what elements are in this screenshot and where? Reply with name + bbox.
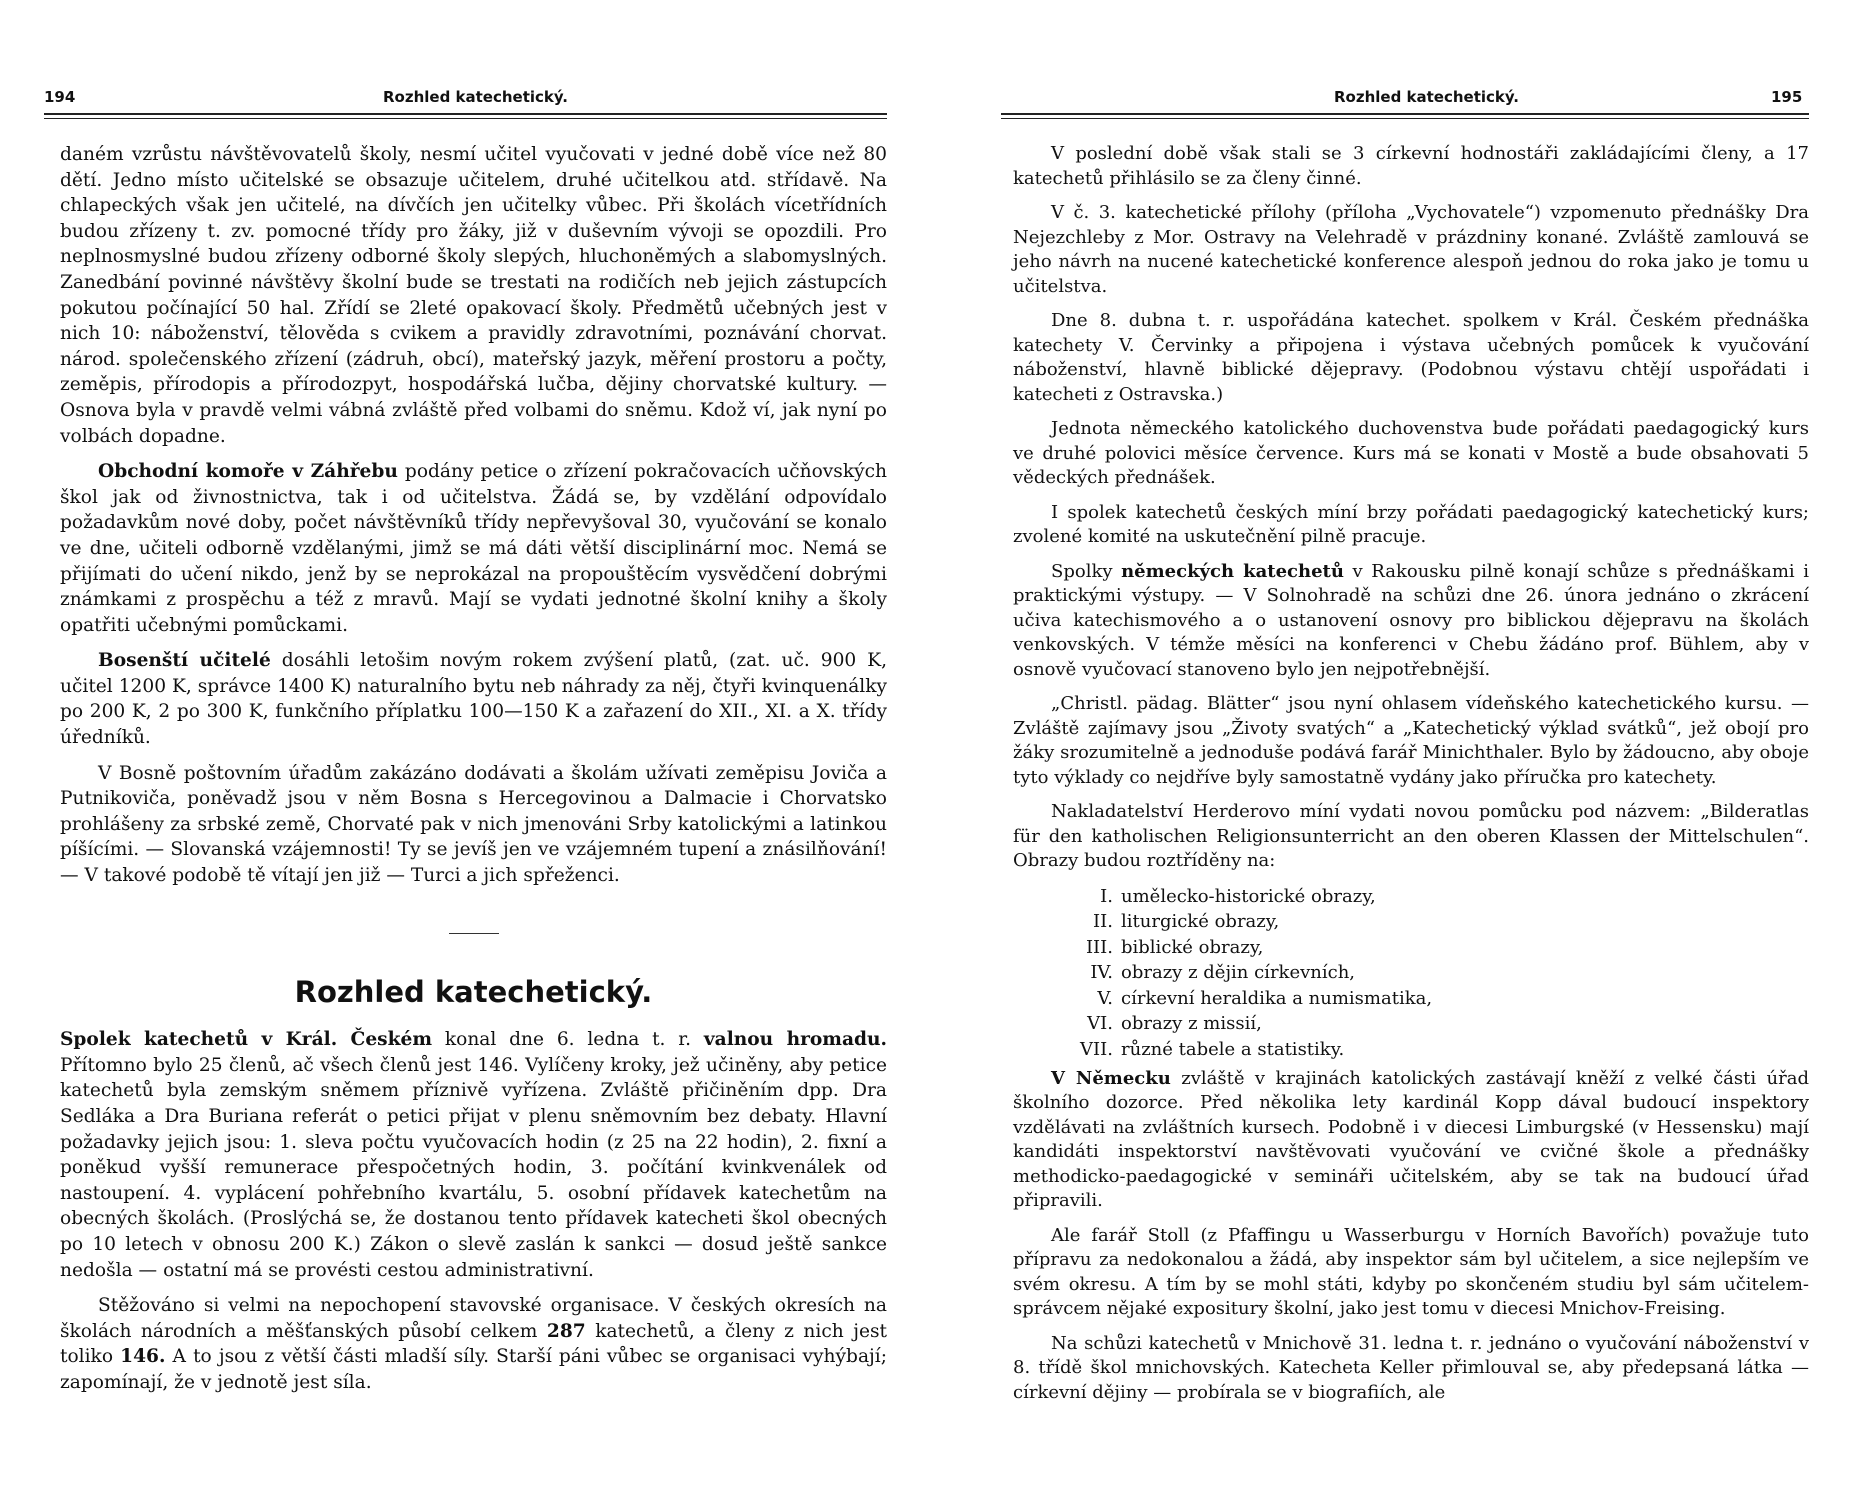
paragraph: „Christl. pädag. Blätter“ jsou nyní ohlasem vídeňského katechetického kursu. — Zvláště zajímavy jsou „Životy svatých“ a „Katechetický výklad svátků“, jež obojí pro žáky srozumitelně a jednoduše podává farář Minichthaler. Bylo by žádoucno, aby oboje tyto výklady co nejdříve byly samostatně vydány jako příručka pro katechety. bbox=[1013, 693, 1809, 788]
list-item-text: církevní heraldika a numismatika, bbox=[1121, 987, 1433, 1009]
paragraph bbox=[60, 1027, 887, 1283]
classification-list bbox=[1013, 884, 1809, 1063]
paragraph: V poslední době však stali se 3 církevní hodnostáři zakládajícími členy, a 17 katechetů přihlásilo se za členy činné. bbox=[1013, 143, 1809, 189]
paragraph: Nakladatelství Herderovo míní vydati novou pomůcku pod názvem: „Bilderatlas für den katholischen Religionsunterricht an den oberen Klassen der Mittelschulen“. Obrazy budou roztříděny na: bbox=[1013, 801, 1809, 871]
paragraph: Dne 8. dubna t. r. uspořádána katechet. spolkem v Král. Českém přednáška katechety V. Červinky a připojena i výstava učebných pomůcek k vyučování náboženství, hlavně biblické dějepravy. (Podobnou výstavu chtějí uspořádati i katecheti z Ostravska.) bbox=[1013, 310, 1809, 405]
paragraph: Ale farář Stoll (z Pfaffingu u Wasserburgu v Horních Bavořích) považuje tuto přípravu za nedokonalou a žádá, aby inspektor sám byl učitelem, a sice nejlepším ve svém okresu. A tím by se mohl státi, kdyby po skončeném studiu byl sám učitelem-správcem nějaké expositury školní, jako jest tomu v diecesi Mnichov-Freising. bbox=[1013, 1224, 1809, 1320]
list-item bbox=[1013, 884, 1809, 910]
paragraph: Na schůzi katechetů v Mnichově 31. ledna t. r. jednáno o vyučování náboženství v 8. třídě škol mnichovských. Katecheta Keller přimlouval se, aby předepsaná látka — církevní dějiny — probírala se v biografiích, ale bbox=[1013, 1332, 1809, 1403]
list-item bbox=[1013, 1037, 1809, 1063]
bold-number: 146. bbox=[120, 1346, 166, 1368]
list-item-text: různé tabele a statistiky. bbox=[1121, 1039, 1345, 1061]
list-item bbox=[1013, 986, 1809, 1012]
paragraph: Jednota německého katolického duchovenstva bude pořádati paedagogický kurs ve druhé polovici měsíce července. Kurs má se konati v Mostě a bude obsahovati 5 vědeckých přednášek. bbox=[1013, 418, 1809, 488]
page-number: 194 bbox=[44, 88, 76, 106]
bold-number: 287 bbox=[546, 1320, 586, 1342]
list-item-text: obrazy z dějin církevních, bbox=[1121, 962, 1356, 984]
list-item bbox=[1013, 935, 1809, 961]
bold-lead: Spolek katechetů v Král. Českém bbox=[60, 1029, 433, 1051]
list-item bbox=[1013, 909, 1809, 935]
paragraph: V č. 3. katechetické přílohy (příloha „Vychovatele“) vzpomenuto přednášky Dra Nejezchleby z Mor. Ostravy na Velehradě v prázdniny konané. Zvláště zamlouvá se jeho návrh na nucené katechetické konference alespoň jednou do roka jako je tomu u učitelstva. bbox=[1013, 202, 1809, 297]
list-item-number: IV. bbox=[1090, 962, 1113, 984]
list-item-text: umělecko-historické obrazy, bbox=[1121, 885, 1376, 907]
list-item-number: I. bbox=[1100, 885, 1113, 907]
paragraph: daném vzrůstu návštěvovatelů školy, nesmí učitel vyučovati v jedné době více než 80 dětí. Jedno místo učitelské se obsazuje učitelem, druhé učitelkou atd. střídavě. Na chlapeckých však jen učitelé, na dívčích jen učitelky vůbec. Při školách vícetřídních budou zřízeny t. zv. pomocné třídy pro žáky, již v duševním vývoji se opozdili. Pro neplnosmyslné budou zřízeny odborné školy slepých, hluchoněmých a slabomyslných. Zanedbání povinné návštěvy školní bude se trestati na rodičích neb jejich zástupcích pokutou počínající 50 hal. Zřídí se 2leté opakovací školy. Předmětů učebných jest v nich 10: náboženství, tělověda s cvikem a pravidly zdravotními, poznávání chorvat. národ. společenského zřízení (zádruh, obcí), mateřský jazyk, měření prostoru a počty, zeměpis, přírodopis a přírodozpyt, hospodářská lučba, dějiny chorvatské kultury. — Osnova byla v pravdě velmi vábná zvláště před volbami do sněmu. Kdož ví, jak nyní po volbách dopadne. bbox=[60, 144, 887, 447]
paragraph-text: katechetů, a členy z nich jest toliko bbox=[60, 1320, 887, 1368]
list-item-number: V. bbox=[1097, 987, 1113, 1009]
paragraph: I spolek katechetů českých míní brzy pořádati paedagogický katechetický kurs; zvolené komité na uskutečnění pilně pracuje. bbox=[1013, 501, 1809, 547]
list-item-number: VI. bbox=[1087, 1013, 1113, 1035]
section-title: Rozhled katechetický. bbox=[294, 974, 653, 1009]
list-item bbox=[1013, 960, 1809, 986]
bold-text: valnou hromadu. bbox=[703, 1029, 887, 1051]
section-separator bbox=[449, 933, 499, 934]
right-text-column bbox=[1013, 142, 1809, 1405]
paragraph bbox=[60, 1293, 887, 1395]
list-item-text: obrazy z missií, bbox=[1121, 1013, 1262, 1035]
list-item-text: biblické obrazy, bbox=[1121, 936, 1264, 958]
paragraph-text: podány petice o zřízení pokračovacích učňovských škol jak od živnostnictva, tak i od učitelstva. Žádá se, by vzdělání odpovídalo požadavkům nové doby, počet návštěvníků třídy nepřevyšoval 30, vyučování se konalo ve dne, učiteli odborně vzdělanými, jimž se má dáti větší disciplinární moc. Nemá se přijímati do učení nikdo, jenž by se neprokázal na propouštěcím vysvědčení dobrými známkami z prospěchu a též z mravů. Mají se vydati jednotné školní knihy a školy opatřiti učebnými pomůckami. bbox=[60, 461, 887, 636]
bold-text: německých katechetů bbox=[1121, 560, 1344, 582]
header-rule-thin bbox=[1001, 118, 1809, 119]
paragraph bbox=[60, 648, 887, 750]
paragraph: V Bosně poštovním úřadům zakázáno dodávati a školám užívati zeměpisu Joviča a Putnikoviča, poněvadž jsou v něm Bosna s Hercegovinou a Dalmacie i Chorvatsko prohlášeny za srbské země, Chorvaté pak v nich jmenováni Srby katolickými a latinkou píšícími. — Slovanská vzájemnosti! Ty se jevíš jen ve vzájemném tupení a znásilňování! — V takové podobě tě vítají jen již — Turci a jich spřeženci. bbox=[60, 762, 887, 887]
paragraph-text: dosáhli letošim novým rokem zvýšení platů, (zat. uč. 900 K, učitel 1200 K, správce 1400 K) naturalního bytu neb náhrady za něj, čtyři kvinquenálky po 200 K, 2 po 300 K, funkčního příplatku 100—150 K a zařazení do XII., XI. a X. třídy úředníků. bbox=[60, 650, 887, 749]
paragraph-text: A to jsou z větší části mladší síly. Starší páni vůbec se organisaci vyhýbají; zapomínají, že v jednotě jest síla. bbox=[60, 1346, 888, 1393]
paragraph bbox=[1013, 1067, 1809, 1214]
paragraph bbox=[1013, 560, 1809, 683]
paragraph-text: Přítomno bylo 25 členů, ač všech členů jest 146. Vylíčeny kroky, jež učiněny, aby petice katechetů byla zemským sněmem příznivě vyřízena. Zvláště přičiněním dpp. Dra Sedláka a Dra Buriana referát o petici přijat v plenu sněmovním bez debaty. Hlavní požadavky jejich jsou: 1. sleva počtu vyučovacích hodin (z 25 na 22 hodin), 2. fixní a poněkud vyšší remunerace přespočetných hodin, 3. počítání kvinkvenálek od nastoupení. 4. vyplácení pohřebního kvartálu, 5. osobní přídavek katechetům na obecných školách. (Proslýchá se, že dostanou tento přídavek katecheti škol obecných po 10 letech v obnosu 200 K.) Zákon o slevě zaslán k sankci — dosud ještě sankce nedošla — ostatní má se provésti cestou administrativní. bbox=[60, 1054, 887, 1281]
paragraph-text: zvláště v krajinách katolických zastávají kněží z velké části úřad školního dozorce. Před několika lety kardinál Kopp dával budoucí inspektory vzdělávati na zvláštních kursech. Podobně i v diecesi Limburgské (v Hessensku) mají kandidáti inspektorství navštěvovati vyučování ve cvičné škole a přednášky methodicko-paedagogické v semináři učitelském, aby se tak na budoucí úřad připravili. bbox=[1013, 1067, 1809, 1212]
list-item-number: VII. bbox=[1080, 1039, 1113, 1061]
paragraph-text: Stěžováno si velmi na nepochopení stavovské organisace. V českých okresích na školách národních a měšťanských působí celkem bbox=[60, 1295, 887, 1342]
paragraph-text: konal dne 6. ledna t. r. bbox=[432, 1029, 704, 1051]
list-item-number: II. bbox=[1093, 911, 1113, 933]
left-text-column bbox=[60, 142, 887, 1406]
list-item bbox=[1013, 1011, 1809, 1037]
paragraph-text: v Rakousku pilně konají schůze s přednáškami i praktickými výstupy. — V Solnohradě na schůzi dne 26. února jednáno o zkrácení učiva katechismového a o ustanovení osnovy pro biblickou dějepravu na školách venkovských. V témže měsíci na konferenci v Chebu žádáno prof. Bühlem, aby v osnově vyučovací stanoveno bylo jen nejpotřebnější. bbox=[1013, 560, 1809, 680]
header-rule bbox=[1001, 113, 1809, 115]
list-item-number: III. bbox=[1085, 936, 1113, 958]
running-header: Rozhled katechetický. bbox=[1334, 88, 1520, 106]
bold-lead: Bosenští učitelé bbox=[98, 650, 271, 672]
running-header: Rozhled katechetický. bbox=[383, 88, 569, 106]
header-rule bbox=[44, 113, 887, 115]
bold-lead: Obchodní komoře v Záhřebu bbox=[98, 461, 398, 483]
paragraph-text: Spolky bbox=[1051, 560, 1122, 582]
list-item-text: liturgické obrazy, bbox=[1121, 911, 1280, 933]
right-page bbox=[931, 0, 1862, 1500]
header-rule-thin bbox=[44, 118, 887, 119]
bold-lead: V Německu bbox=[1051, 1067, 1171, 1089]
page-number: 195 bbox=[1771, 88, 1803, 106]
paragraph bbox=[60, 459, 887, 638]
